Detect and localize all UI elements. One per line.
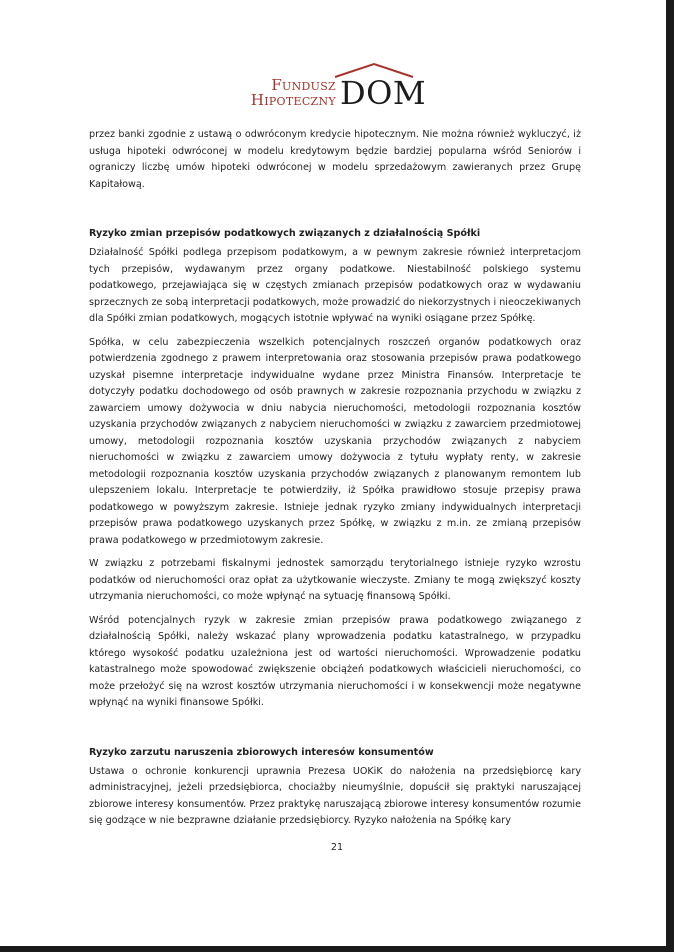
paragraph: przez banki zgodnie z ustawą o odwróconym kredycie hipotecznym. Nie można również wykluczyć, iż usługa hipoteki odwróconej w modelu kredytowym będzie bardziej popularna wśród Seniorów i ograniczy liczbę umów hipoteki odwróconej w modelu sprzedażowym zawieranych przez Grupę Kapitałową. — [89, 129, 581, 190]
section-heading: Ryzyko zarzutu naruszenia zbiorowych interesów konsumentów — [89, 746, 434, 758]
scan-edge-bottom — [0, 946, 674, 952]
scan-edge-right — [666, 0, 674, 952]
paragraph: W związku z potrzebami fiskalnymi jednostek samorządu terytorialnego istnieje ryzyko wzrostu podatków od nieruchomości oraz opłat za użytkowanie wieczyste. Zmiany te mogą zwiększyć koszty utrzymania nieruchomości, co może wpłynąć na sytuację finansową Spółki. — [89, 558, 581, 602]
logo-word: DOM — [340, 74, 427, 112]
logo-line-1: Fundusz — [271, 76, 336, 94]
paragraph: Ustawa o ochronie konkurencji uprawnia Prezesa UOKiK do nałożenia na przedsiębiorcę kary administracyjnej, jeżeli przedsiębiorca, chociażby nieumyślnie, dopuścił się praktyki naruszającej zbiorowe interesy konsumentów. Przez praktykę naruszającą zbiorowe interesy konsumentów rozumie się godzące w nie bezprawne działanie przedsiębiorcy. Ryzyko nałożenia na Spółkę kary — [89, 765, 581, 826]
document-body — [89, 127, 581, 837]
section-spacer — [89, 719, 581, 745]
page-number: 21 — [330, 842, 344, 853]
section-spacer — [89, 200, 581, 226]
paragraph: Spółka, w celu zabezpieczenia wszelkich potencjalnych roszczeń organów podatkowych oraz potwierdzenia zgodnego z prawem interpretowania oraz stosowania przepisów prawa podatkowego uzyskał pisemne interpretacje indywidualne wydane przez Ministra Finansów. Interpretacje te dotyczyły podatku dochodowego od osób prawnych w zakresie rozpoznania przychodu w związku z zawarciem umowy dożywocia w dniu nabycia nieruchomości, metodologii rozpoznania kosztów uzyskania przychodów związanych z nabyciem nieruchomości w związku z zawarciem przedmiotowej umowy, metodologii rozpoznania kosztów uzyskania przychodów związanych z nabyciem nieruchomości w związku z zawarciem umowy dożywocia z tytułu wypłaty renty, w zakresie metodologii rozpoznania kosztów uzyskania przychodów związanych z planowanym remontem lub ulepszeniem lokalu. Interpretacje te potwierdziły, iż Spółka prawidłowo stosuje przepisy prawa podatkowego w powyższym zakresie. Istnieje jednak ryzyko zmiany indywidualnych interpretacji przepisów prawa podatkowego uzyskanych przez Spółkę, w związku z m.in. ze zmianą przepisów prawa podatkowego w przedmiotowym zakresie. — [89, 336, 581, 546]
paragraph: Wśród potencjalnych ryzyk w zakresie zmian przepisów prawa podatkowego związanego z działalnością Spółki, należy wskazać plany wprowadzenia podatku katastralnego, w przypadku którego wysokość podatku uzależniona jest od wartości nieruchomości. Wprowadzenie podatku katastralnego może spowodować zwiększenie obciążeń podatkowych właścicieli nieruchomości, co może przełożyć się na wzrost kosztów utrzymania nieruchomości i w konsekwencji może negatywne wpłynąć na wyniki finansowe Spółki. — [89, 614, 581, 708]
logo-line-2: Hipoteczny — [250, 91, 336, 109]
paragraph: Działalność Spółki podlega przepisom podatkowym, a w pewnym zakresie również interpretacjom tych przepisów, wydawanym przez organy podatkowe. Niestabilność polskiego systemu podatkowego, przejawiająca się w częstych zmianach przepisów podatkowych oraz w wydawaniu sprzecznych ze sobą interpretacji podatkowych, może prowadzić do niekorzystnych i nieoczekiwanych dla Spółki zmian podatkowych, mogących istotnie wpływać na wyniki osiągane przez Spółkę. — [89, 247, 582, 324]
section-heading: Ryzyko zmian przepisów podatkowych związanych z działalnością Spółki — [89, 228, 481, 239]
fundusz-hipoteczny-dom-logo — [238, 62, 428, 112]
